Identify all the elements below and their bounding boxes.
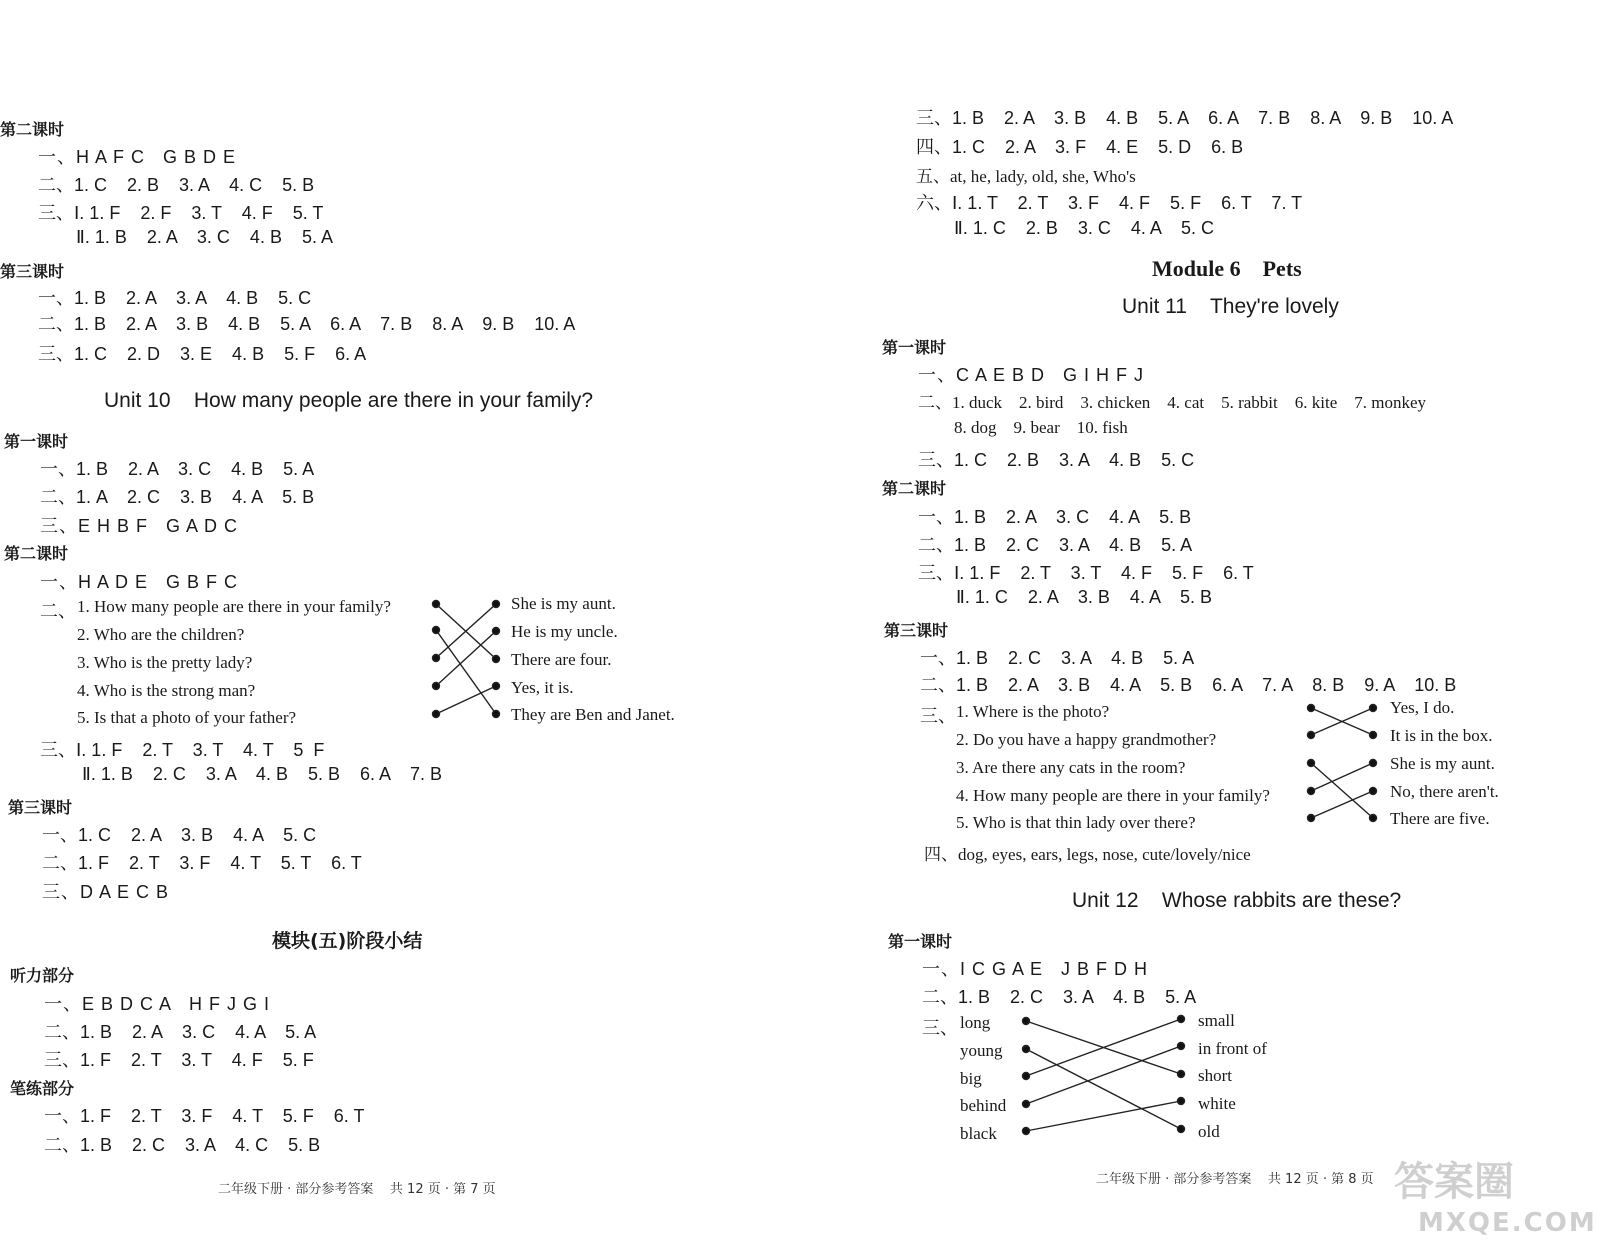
answer-line: 8. dog 9. bear 10. fish	[954, 418, 1128, 437]
match-word: big	[960, 1069, 982, 1088]
match-word: short	[1198, 1066, 1232, 1085]
connector-line	[1311, 763, 1373, 818]
match-answer: They are Ben and Janet.	[511, 705, 675, 724]
dot	[1308, 788, 1315, 795]
answer-line: 二、1. B 2. C 3. A 4. C 5. B	[44, 1135, 321, 1155]
dot	[1178, 1126, 1185, 1133]
answer-line: 六、Ⅰ. 1. T 2. T 3. F 4. F 5. F 6. T 7. T	[916, 193, 1303, 213]
section-label: 三、	[920, 706, 956, 726]
dot	[1308, 732, 1315, 739]
connector-line	[1026, 1101, 1181, 1131]
match-word: young	[960, 1041, 1003, 1060]
connector-line	[1311, 763, 1373, 791]
dot	[1178, 1071, 1185, 1078]
match-answer: He is my uncle.	[511, 622, 618, 641]
match-answer: There are four.	[511, 650, 612, 669]
dot	[433, 601, 440, 608]
answer-line: 三、1. B 2. A 3. B 4. B 5. A 6. A 7. B 8. A 9. B 10. A	[916, 108, 1454, 128]
connector-line	[436, 686, 496, 714]
lesson-heading: 第一课时	[888, 932, 953, 951]
watermark-logo: 答案圈	[1394, 1159, 1514, 1205]
match-word: in front of	[1198, 1039, 1267, 1058]
answer-line: 三、Ⅰ. 1. F 2. T 3. T 4. F 5. F 6. T	[918, 563, 1254, 583]
connector-line	[1026, 1049, 1181, 1129]
answer-line: 五、at, he, lady, old, she, Who's	[916, 167, 1136, 186]
answer-line: 三、Ⅰ. 1. F 2. F 3. T 4. F 5. T	[38, 203, 324, 223]
answer-line: 一、1. C 2. A 3. B 4. A 5. C	[42, 825, 317, 845]
answer-line: 二、1. C 2. B 3. A 4. C 5. B	[38, 175, 315, 195]
answer-line: 二、1. B 2. A 3. B 4. A 5. B 6. A 7. A 8. B 9. A 10. B	[920, 675, 1457, 695]
answer-line: 三、1. F 2. T 3. T 4. F 5. F	[44, 1050, 314, 1070]
answer-line: 二、1. B 2. C 3. A 4. B 5. A	[918, 535, 1193, 555]
match-question: 2. Do you have a happy grandmother?	[956, 730, 1217, 749]
unit-title: Unit 12 Whose rabbits are these?	[1072, 889, 1402, 912]
connector-line	[436, 631, 496, 686]
answer-line: 二、1. duck 2. bird 3. chicken 4. cat 5. rabbit 6. kite 7. monkey	[918, 393, 1427, 412]
section-heading: 听力部分	[10, 966, 75, 985]
match-question: 4. Who is the strong man?	[77, 681, 256, 700]
dot	[1370, 705, 1377, 712]
connector-line	[1026, 1046, 1181, 1104]
match-question: 3. Are there any cats in the room?	[956, 758, 1186, 777]
match-question: 1. How many people are there in your family?	[77, 597, 391, 616]
dot	[493, 601, 500, 608]
lesson-heading: 第二课时	[882, 479, 947, 498]
answer-line: 二、1. B 2. A 3. B 4. B 5. A 6. A 7. B 8. A 9. B 10. A	[38, 314, 576, 334]
dot	[1023, 1018, 1030, 1025]
answer-line: 二、1. F 2. T 3. F 4. T 5. T 6. T	[42, 853, 362, 873]
answer-line: 一、1. F 2. T 3. F 4. T 5. F 6. T	[44, 1106, 365, 1126]
dot	[433, 655, 440, 662]
dot	[1308, 815, 1315, 822]
dot	[1178, 1098, 1185, 1105]
match-question: 4. How many people are there in your family?	[956, 786, 1270, 805]
stage-summary-title: 模块(五)阶段小结	[272, 930, 423, 952]
dot	[433, 711, 440, 718]
match-question: 5. Who is that thin lady over there?	[956, 813, 1196, 832]
page-footer: 二年级下册 · 部分参考答案 共 12 页 · 第 8 页	[1096, 1172, 1374, 1187]
answer-line: 一、H A D E G B F C	[40, 572, 239, 592]
answer-line: 三、D A E C B	[42, 882, 170, 902]
section-label: 三、	[922, 1018, 958, 1038]
watermark-url: MXQE.COM	[1418, 1208, 1597, 1238]
dot	[493, 711, 500, 718]
answer-line: 一、H A F C G B D E	[38, 147, 237, 167]
match-word: long	[960, 1013, 991, 1032]
module-title: Module 6 Pets	[1152, 256, 1302, 281]
dot	[1178, 1043, 1185, 1050]
dot	[1023, 1128, 1030, 1135]
answer-line: 一、E B D C A H F J G I	[44, 994, 271, 1014]
lesson-heading: 第一课时	[882, 338, 947, 357]
answer-line: 一、1. B 2. A 3. C 4. B 5. A	[40, 459, 315, 479]
dot	[1370, 732, 1377, 739]
lesson-heading: 第三课时	[884, 621, 949, 640]
answer-line: 一、I C G A E J B F D H	[922, 959, 1149, 979]
answer-line: 二、1. A 2. C 3. B 4. A 5. B	[40, 487, 315, 507]
match-answer: It is in the box.	[1390, 726, 1493, 745]
match-answer: Yes, it is.	[511, 678, 574, 697]
match-answer: She is my aunt.	[511, 594, 616, 613]
unit-title: Unit 10 How many people are there in your family?	[104, 389, 594, 412]
lesson-heading: 第三课时	[8, 798, 73, 817]
answer-line: 三、Ⅰ. 1. F 2. T 3. T 4. T 5 F	[40, 740, 325, 760]
answer-line: 二、1. B 2. C 3. A 4. B 5. A	[922, 987, 1197, 1007]
answer-line: 三、1. C 2. B 3. A 4. B 5. C	[918, 450, 1195, 470]
section-label: 二、	[40, 601, 76, 621]
match-word: black	[960, 1124, 997, 1143]
match-question: 5. Is that a photo of your father?	[77, 708, 297, 727]
answer-line: 一、1. B 2. A 3. A 4. B 5. C	[38, 288, 312, 308]
dot	[433, 683, 440, 690]
answer-line: 四、dog, eyes, ears, legs, nose, cute/lovely/nice	[924, 845, 1251, 864]
dot	[1023, 1046, 1030, 1053]
lesson-heading: 第三课时	[0, 262, 65, 281]
answer-line: Ⅱ. 1. C 2. A 3. B 4. A 5. B	[956, 587, 1212, 607]
answer-line: Ⅱ. 1. C 2. B 3. C 4. A 5. C	[954, 218, 1214, 238]
answer-line: 一、1. B 2. C 3. A 4. B 5. A	[920, 648, 1195, 668]
answer-line: 三、E H B F G A D C	[40, 516, 239, 536]
page-footer: 二年级下册 · 部分参考答案 共 12 页 · 第 7 页	[218, 1182, 496, 1197]
section-heading: 笔练部分	[10, 1079, 75, 1098]
match-answer: She is my aunt.	[1390, 754, 1495, 773]
connector-line	[1311, 791, 1373, 818]
match-word: old	[1198, 1122, 1220, 1141]
match-answer: Yes, I do.	[1390, 698, 1455, 717]
answer-line: 三、1. C 2. D 3. E 4. B 5. F 6. A	[38, 344, 367, 364]
answer-line: 二、1. B 2. A 3. C 4. A 5. A	[44, 1022, 317, 1042]
dot	[1023, 1073, 1030, 1080]
match-question: 1. Where is the photo?	[956, 702, 1110, 721]
dot	[1023, 1101, 1030, 1108]
dot	[1308, 705, 1315, 712]
answer-line: 一、1. B 2. A 3. C 4. A 5. B	[918, 507, 1192, 527]
connector-line	[1026, 1019, 1181, 1076]
match-answer: There are five.	[1390, 809, 1490, 828]
match-word: small	[1198, 1011, 1235, 1030]
match-answer: No, there aren't.	[1390, 782, 1499, 801]
match-word: white	[1198, 1094, 1236, 1113]
lesson-heading: 第二课时	[4, 544, 69, 563]
dot	[1178, 1016, 1185, 1023]
match-question: 2. Who are the children?	[77, 625, 245, 644]
unit-title: Unit 11 They're lovely	[1122, 295, 1339, 318]
answer-line: 四、1. C 2. A 3. F 4. E 5. D 6. B	[916, 137, 1244, 157]
dot	[1370, 815, 1377, 822]
answer-line: Ⅱ. 1. B 2. A 3. C 4. B 5. A	[76, 227, 333, 247]
answer-line: 一、C A E B D G I H F J	[918, 365, 1145, 385]
dot	[433, 627, 440, 634]
dot	[493, 628, 500, 635]
match-question: 3. Who is the pretty lady?	[77, 653, 253, 672]
dot	[493, 656, 500, 663]
dot	[1370, 760, 1377, 767]
match-word: behind	[960, 1096, 1007, 1115]
dot	[1370, 788, 1377, 795]
lesson-heading: 第二课时	[0, 120, 65, 139]
connector-line	[436, 630, 496, 714]
answer-line: Ⅱ. 1. B 2. C 3. A 4. B 5. B 6. A 7. B	[82, 764, 443, 784]
lesson-heading: 第一课时	[4, 432, 69, 451]
dot	[493, 683, 500, 690]
dot	[1308, 760, 1315, 767]
